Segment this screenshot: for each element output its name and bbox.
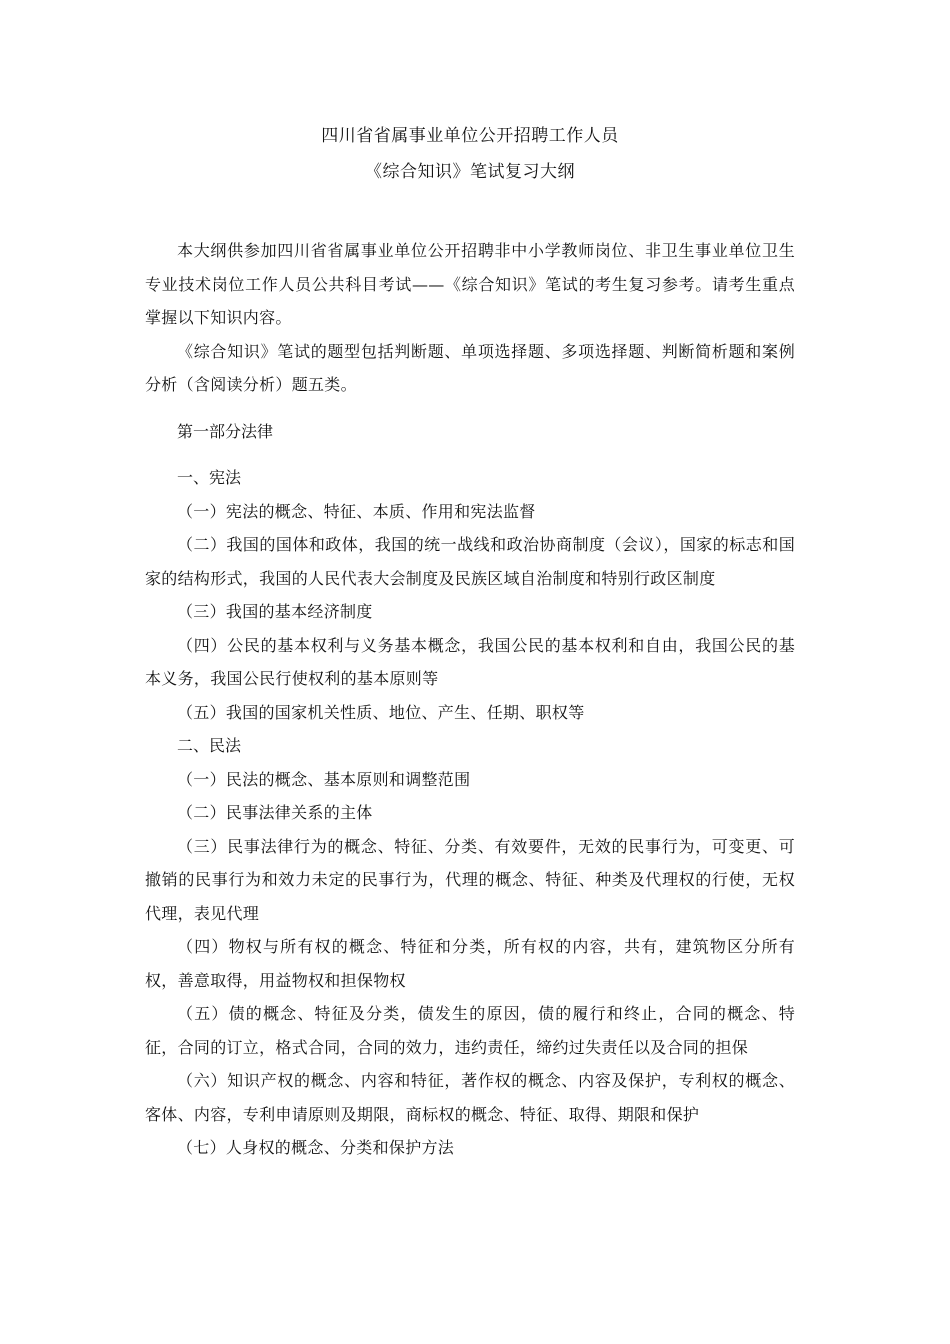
outline-item: （四）公民的基本权利与义务基本概念，我国公民的基本权利和自由，我国公民的基本义务，我国公民行使权利的基本原则等: [145, 635, 795, 688]
outline-item: （四）物权与所有权的概念、特征和分类，所有权的内容，共有，建筑物区分所有权，善意取得，用益物权和担保物权: [145, 937, 795, 990]
title-block: [145, 118, 795, 190]
outline-item: （二）民事法律关系的主体: [177, 803, 373, 822]
outline-item: （六）知识产权的概念、内容和特征，著作权的概念、内容及保护，专利权的概念、客体、内容，专利申请原则及期限，商标权的概念、特征、取得、期限和保护: [145, 1071, 795, 1124]
intro-paragraph: 本大纲供参加四川省省属事业单位公开招聘非中小学教师岗位、非卫生事业单位卫生专业技术岗位工作人员公共科目考试——《综合知识》笔试的考生复习参考。请考生重点掌握以下知识内容。: [145, 241, 795, 327]
outline-item: （五）债的概念、特征及分类，债发生的原因，债的履行和终止，合同的概念、特征，合同的订立，格式合同，合同的效力，违约责任，缔约过失责任以及合同的担保: [145, 1004, 795, 1057]
outline-item: （一）宪法的概念、特征、本质、作用和宪法监督: [177, 501, 536, 521]
section-heading: 一、宪法: [177, 468, 242, 487]
outline-item: （五）我国的国家机关性质、地位、产生、任期、职权等: [177, 702, 585, 722]
outline-item: （三）我国的基本经济制度: [177, 602, 373, 621]
outline-item: （七）人身权的概念、分类和保护方法: [177, 1138, 455, 1157]
document-title-line2: 《综合知识》笔试复习大纲: [365, 162, 575, 182]
outline-item: （三）民事法律行为的概念、特征、分类、有效要件，无效的民事行为，可变更、可撤销的民事行为和效力未定的民事行为，代理的概念、特征、种类及代理权的行使，无权代理，表见代理: [145, 836, 795, 923]
outline-item: （一）民法的概念、基本原则和调整范围: [177, 769, 471, 789]
intro-paragraph: 《综合知识》笔试的题型包括判断题、单项选择题、多项选择题、判断简析题和案例分析（含阅读分析）题五类。: [145, 341, 795, 394]
document-page: [145, 118, 795, 1165]
document-title-line1: 四川省省属事业单位公开招聘工作人员: [321, 126, 619, 146]
outline-item: （二）我国的国体和政体，我国的统一战线和政治协商制度（会议），国家的标志和国家的结构形式，我国的人民代表大会制度及民族区域自治制度和特别行政区制度: [145, 535, 795, 588]
part-heading: 第一部分法律: [177, 421, 274, 441]
section-heading: 二、民法: [177, 736, 242, 755]
